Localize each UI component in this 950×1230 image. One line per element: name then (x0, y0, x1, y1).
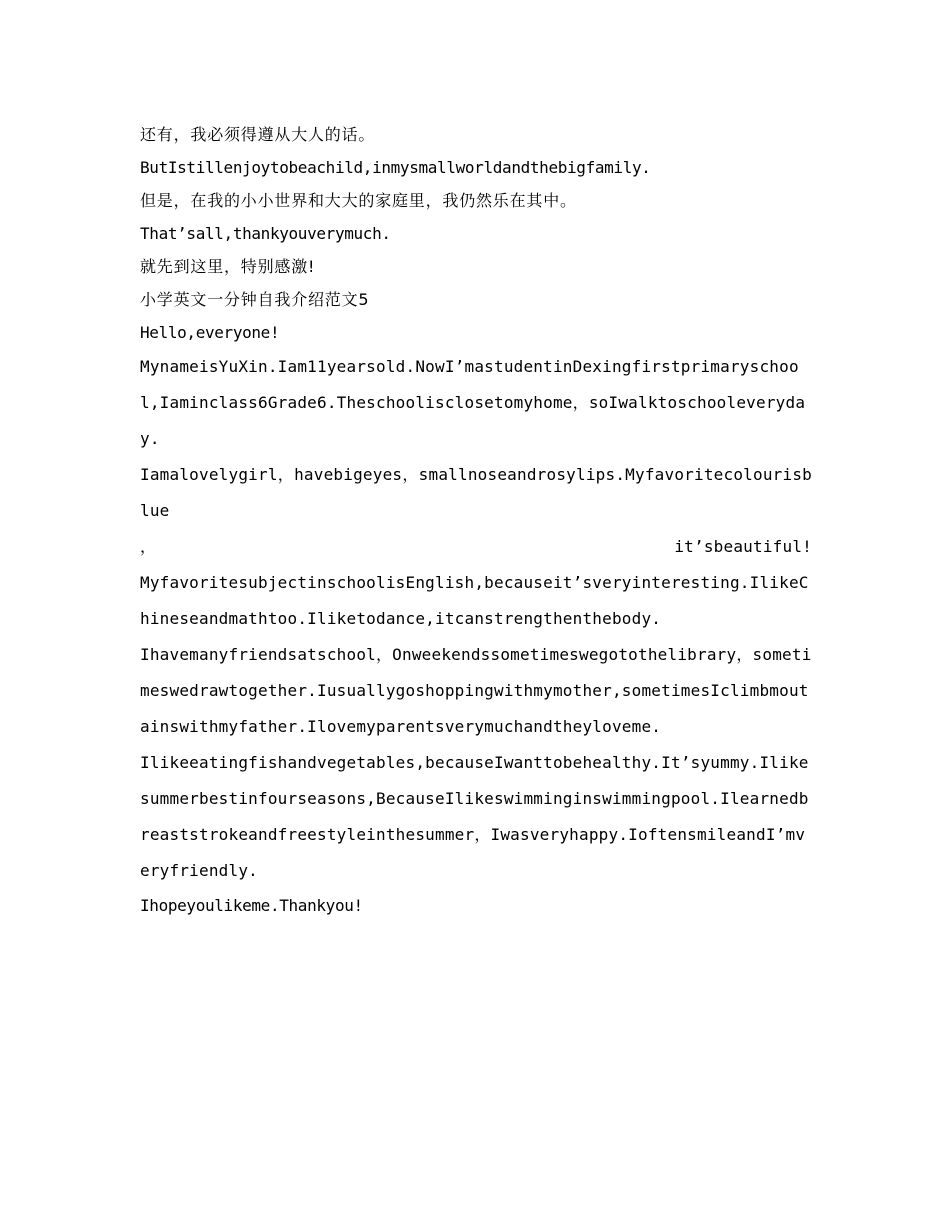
text-line: ButIstillenjoytobeachild,inmysmallworldandthebigfamily. (140, 158, 651, 177)
text-line: 还有，我必须得遵从大人的话。 (140, 125, 376, 144)
document-body (140, 118, 812, 922)
closing-line: Ihopeyoulikeme.Thankyou! (140, 896, 363, 915)
text-line: That’sall,thankyouverymuch. (140, 224, 391, 243)
paragraph-friends: Ihavemanyfriendsatschool，Onweekendssometimeswegotothelibrary，sometimeswedrawtogether.Iusuallygoshoppingwithmymother,sometimesIclimbmoutainswithmyfather.Ilovemyparentsverymuchandtheyloveme. (140, 645, 812, 736)
paragraph-appearance-line2 (140, 529, 812, 565)
paragraph-subjects: MyfavoritesubjectinschoolisEnglish,becauseit’sveryinteresting.IlikeChineseandmathtoo.Iliketodance,itcanstrengthenthebody. (140, 573, 809, 628)
text-line: 就先到这里，特别感激! (140, 257, 316, 276)
greeting-line: Hello,everyone! (140, 323, 280, 342)
paragraph-appearance-line1: Iamalovelygirl，havebigeyes，smallnoseandrosylips.Myfavoritecolourisblue (140, 465, 812, 520)
paragraph-food-seasons: Ilikeeatingfishandvegetables,becauseIwanttobehealthy.It’syummy.Ilikesummerbestinfourseasons,BecauseIlikeswimminginswimmingpool.Ilearnedbreaststrokeandfreestyleinthesummer，Iwasveryhappy.IoftensmileandI’mveryfriendly. (140, 753, 809, 880)
appearance-end: it’sbeautiful! (674, 537, 812, 556)
text-line: 但是，在我的小小世界和大大的家庭里，我仍然乐在其中。 (140, 191, 577, 210)
paragraph-intro: MynameisYuXin.Iam11yearsold.NowI’mastudentinDexingfirstprimaryschool,Iaminclass6Grade6.Theschoolisclosetomyhome，soIwalktoschooleveryday. (140, 357, 806, 448)
section-heading: 小学英文一分钟自我介绍范文5 (140, 290, 370, 309)
comma-mark: ， (140, 537, 157, 556)
